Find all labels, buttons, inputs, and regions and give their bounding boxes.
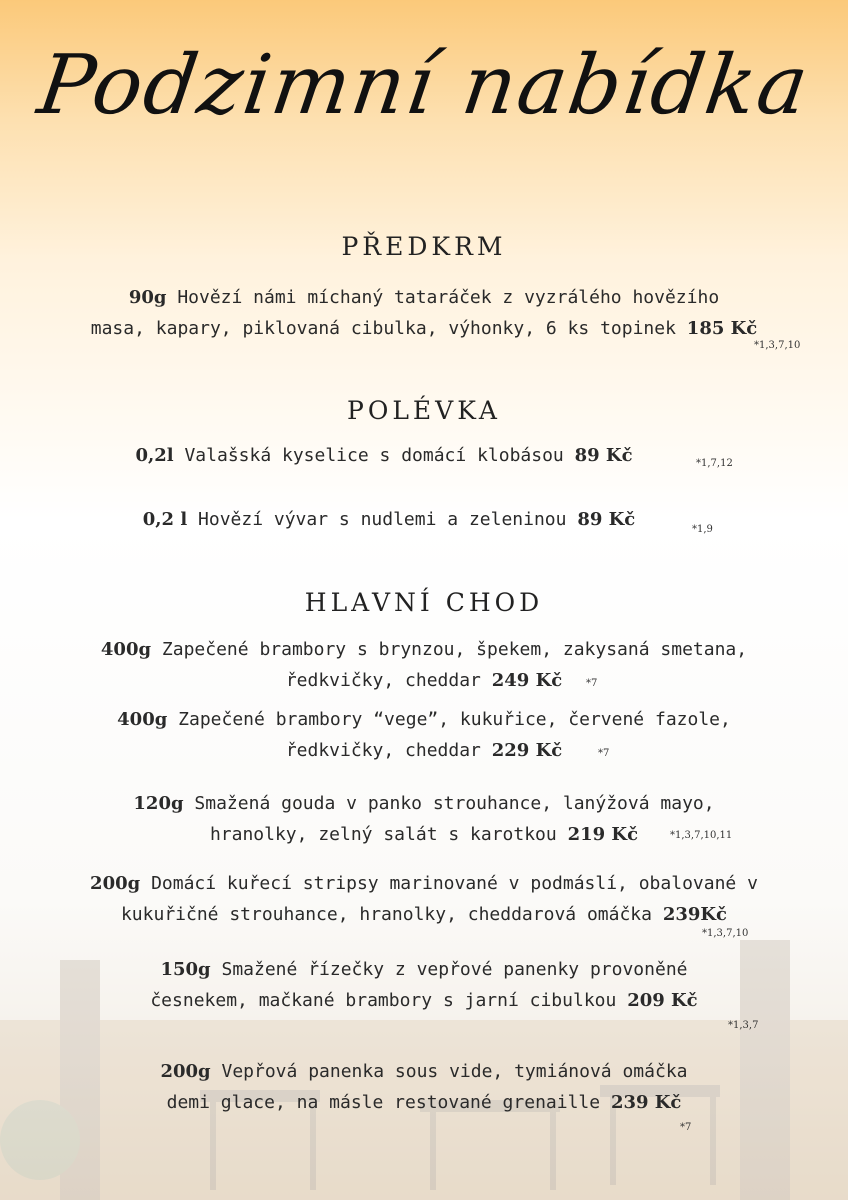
item-weight: 0,2 l — [142, 509, 188, 530]
item-weight: 200g — [160, 1061, 211, 1082]
allergens-note: *1,3,7,10 — [702, 928, 749, 939]
item-weight: 0,2l — [135, 445, 174, 466]
allergens-note: *1,7,12 — [696, 458, 733, 469]
item-weight: 400g — [100, 639, 152, 660]
item-price: 239Kč — [662, 904, 728, 925]
item-weight: 400g — [117, 709, 168, 730]
item-description: Valašská kyselice s domácí klobásou — [184, 445, 564, 466]
item-description: Zapečené brambory s brynzou, špekem, zakysaná smetana, — [161, 639, 748, 660]
allergens-note: *7 — [586, 678, 598, 689]
allergens-note: *1,3,7,10,11 — [670, 830, 733, 841]
background-restaurant-illustration — [0, 900, 848, 1200]
item-price: 229 Kč — [491, 740, 563, 761]
menu-item — [0, 634, 848, 696]
item-description: ředkvičky, cheddar — [285, 740, 481, 761]
menu-item — [0, 704, 848, 766]
allergens-note: *7 — [598, 748, 610, 759]
item-description: kukuřičné strouhance, hranolky, cheddarová omáčka — [120, 904, 652, 925]
allergens-note: *1,3,7 — [728, 1020, 759, 1031]
item-weight: 150g — [160, 959, 211, 980]
item-description: česnekem, mačkané brambory s jarní cibulkou — [150, 990, 617, 1011]
menu-item — [0, 868, 848, 930]
item-price: 89 Kč — [574, 445, 633, 466]
allergens-note: *1,9 — [692, 524, 713, 535]
item-price: 89 Kč — [577, 509, 636, 530]
item-weight: 90g — [128, 287, 167, 308]
item-description: Zapečené brambory “vege”, kukuřice, červené fazole, — [178, 709, 731, 730]
item-description: Domácí kuřecí stripsy marinované v podmáslí, obalované v — [151, 873, 758, 894]
item-description: Hovězí námi míchaný tataráček z vyzrálého hovězího — [177, 287, 720, 308]
item-description: demi glace, na másle restované grenaille — [166, 1092, 601, 1113]
menu-item — [0, 1056, 848, 1118]
section-heading-appetizer: PŘEDKRM — [341, 232, 507, 261]
item-description: hranolky, zelný salát s karotkou — [209, 824, 557, 845]
menu-item — [0, 282, 848, 344]
menu-item — [0, 954, 848, 1016]
item-description: masa, kapary, piklovaná cibulka, výhonky, 6 ks topinek — [90, 318, 676, 339]
item-description: Hovězí vývar s nudlemi a zeleninou — [198, 509, 567, 530]
item-price: 239 Kč — [610, 1092, 682, 1113]
menu-item — [0, 440, 808, 471]
item-description: Smažené řízečky z vepřové panenky provoněné — [221, 959, 688, 980]
item-price: 219 Kč — [567, 824, 639, 845]
item-weight: 120g — [133, 793, 184, 814]
item-description: Smažená gouda v panko strouhance, lanýžová mayo, — [194, 793, 715, 814]
section-heading-soup: POLÉVKA — [347, 396, 501, 425]
item-price: 249 Kč — [491, 670, 563, 691]
item-price: 209 Kč — [627, 990, 698, 1011]
item-price: 185 Kč — [686, 318, 758, 339]
section-heading-main-course: HLAVNÍ CHOD — [304, 588, 544, 617]
item-description: Vepřová panenka sous vide, tymiánová omáčka — [221, 1061, 688, 1082]
allergens-note: *1,3,7,10 — [754, 340, 801, 351]
item-weight: 200g — [90, 873, 141, 894]
page-title: Podzimní nabídka — [32, 38, 816, 133]
allergens-note: *7 — [680, 1122, 692, 1133]
item-description: ředkvičky, cheddar — [285, 670, 481, 691]
